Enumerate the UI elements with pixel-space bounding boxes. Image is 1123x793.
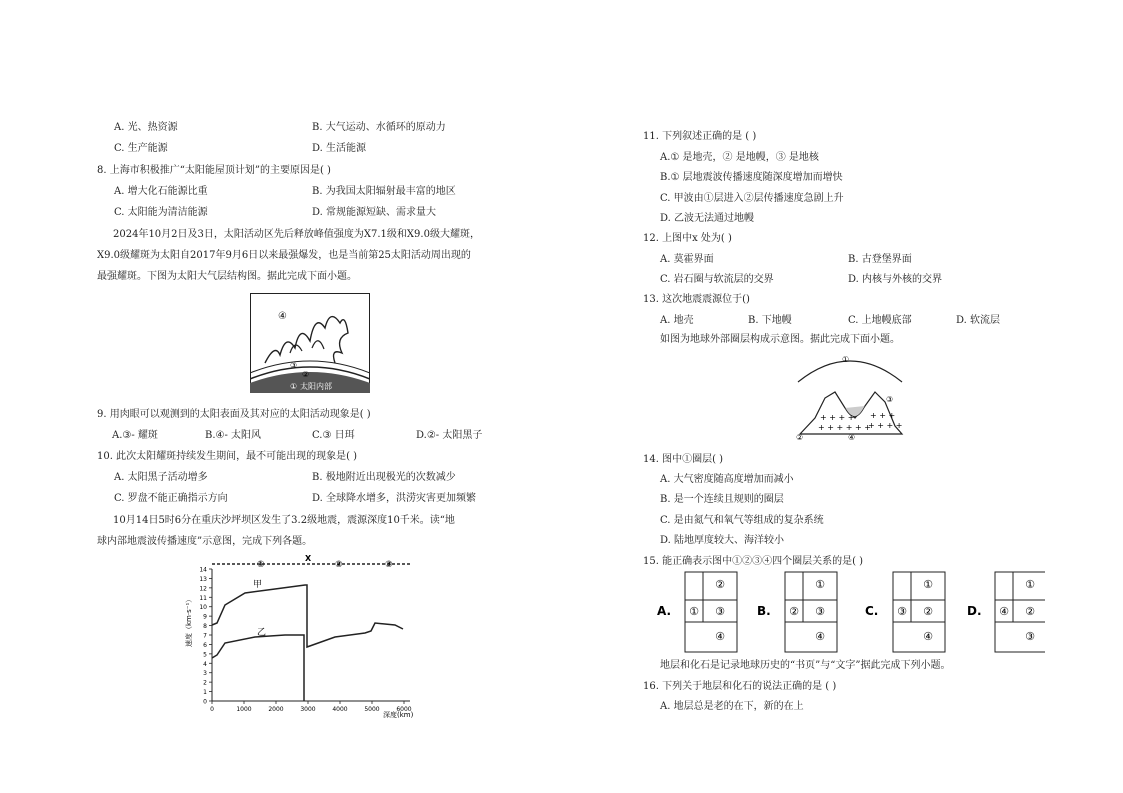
y-tick-label: 6 [203, 641, 207, 649]
q9-stem: 9. 用肉眼可以观测到的太阳表面及其对应的太阳活动现象是( ) [97, 409, 371, 420]
q15-top-label: ① [815, 578, 825, 591]
series-jia-label: 甲 [253, 580, 263, 590]
y-tick-label: 8 [203, 623, 207, 631]
q9-option-c: C.③ 日珥 [312, 430, 355, 441]
q15-side-label: ④ [999, 605, 1009, 618]
y-tick-label: 13 [199, 575, 207, 583]
q13-option-d: D. 软流层 [956, 315, 1001, 326]
sphere-label-2: ② [796, 433, 804, 442]
q9-option-a: A.③- 耀斑 [112, 430, 158, 441]
q11-option-b: B.① 层地震波传播速度随深度增加而增快 [660, 172, 843, 183]
svg-text:+ + + +: + + + + [820, 413, 855, 422]
q15-side-label: ② [789, 605, 799, 618]
q15-mid-label: ② [1025, 605, 1035, 618]
q7-option-b: B. 大气运动、水循环的原动力 [312, 122, 446, 133]
x-tick-label: 6000 [396, 706, 412, 713]
q14-option-b: B. 是一个连续且规则的圈层 [660, 494, 784, 505]
band-label-x: X [305, 555, 312, 563]
sun-label-1: ① [290, 382, 298, 391]
q8-stem: 8. 上海市积极推广“太阳能屋顶计划”的主要原因是( ) [97, 165, 331, 176]
q10-option-d: D. 全球降水增多，洪涝灾害更加频繁 [312, 493, 477, 504]
seismic-wave-chart [185, 555, 425, 720]
q10-option-b: B. 极地附近出现极光的次数减少 [312, 472, 456, 483]
q15-stem: 15. 能正确表示图中①②③④四个圈层关系的是( ) [643, 556, 864, 567]
band-label-1: ① [257, 560, 265, 570]
q11-stem: 11. 下列叙述正确的是 ( ) [643, 131, 757, 142]
y-tick-label: 2 [203, 679, 207, 687]
sun-label-4: ④ [278, 311, 287, 322]
x-axis-label: 深度(km) [383, 711, 414, 719]
q14-option-d: D. 陆地厚度较大、海洋较小 [660, 535, 785, 546]
sun-atmosphere-figure [250, 293, 370, 393]
series-yi-line [212, 635, 304, 701]
q8-option-c: C. 太阳能为清洁能源 [114, 207, 208, 218]
q15-side-label: ① [689, 605, 699, 618]
q10-option-c: C. 罗盘不能正确指示方向 [114, 493, 228, 504]
q15-mid-label: ② [923, 605, 933, 618]
q12-stem: 12. 上图中x 处为( ) [643, 233, 732, 244]
y-tick-label: 1 [203, 689, 207, 697]
passage-quake-line1: 10月14日5时6分在重庆沙坪坝区发生了3.2级地震，震源深度10千米。读“地 [113, 515, 455, 526]
q12-option-c: C. 岩石圈与软流层的交界 [660, 274, 774, 285]
q15-option-letter: B. [757, 604, 771, 618]
q13-option-a: A. 地壳 [660, 315, 694, 326]
sphere-label-1: ① [842, 355, 850, 364]
q15-option-letter: A. [657, 604, 672, 618]
y-tick-label: 12 [199, 585, 207, 593]
y-tick-label: 0 [203, 698, 207, 706]
sun-label-2: ② [302, 370, 310, 379]
y-tick-label: 14 [199, 566, 207, 574]
q15-top-label: ① [923, 578, 933, 591]
q11-option-d: D. 乙波无法通过地幔 [660, 213, 755, 224]
q13-stem: 13. 这次地震震源位于() [643, 294, 750, 305]
q15-option-c [865, 572, 945, 652]
q15-bottom-label: ④ [815, 630, 825, 643]
q13-option-b: B. 下地幔 [748, 315, 792, 326]
q8-option-b: B. 为我国太阳辐射最丰富的地区 [312, 186, 456, 197]
q15-bottom-label: ③ [1025, 630, 1035, 643]
series-yi-label: 乙 [257, 628, 267, 638]
sphere-label-4: ④ [848, 433, 856, 442]
q15-bottom-label: ④ [923, 630, 933, 643]
q8-option-a: A. 增大化石能源比重 [114, 186, 208, 197]
q12-option-d: D. 内核与外核的交界 [848, 274, 943, 285]
series-jia-line [212, 585, 403, 647]
q12-option-a: A. 莫霍界面 [660, 254, 714, 265]
q14-option-a: A. 大气密度随高度增加而减小 [660, 474, 794, 485]
x-tick-labels [210, 701, 412, 713]
q7-option-d: D. 生活能源 [312, 143, 367, 154]
sphere-label-3: ③ [886, 395, 894, 404]
q15-side-label: ③ [897, 605, 907, 618]
q15-mid-label: ③ [815, 605, 825, 618]
q15-top-label: ① [1025, 578, 1035, 591]
q9-option-b: B.④- 太阳风 [205, 430, 262, 441]
band-label-3: ③ [385, 560, 393, 570]
x-tick-label: 3000 [300, 706, 316, 713]
y-tick-label: 5 [203, 651, 207, 659]
x-tick-label: 2000 [268, 706, 284, 713]
passage-spheres: 如图为地球外部圈层构成示意图。据此完成下面小题。 [660, 334, 900, 345]
sun-core-label: 太阳内部 [300, 382, 332, 391]
q15-options-figure [655, 570, 1045, 655]
q7-option-c: C. 生产能源 [114, 143, 168, 154]
q8-option-d: D. 常规能源短缺、需求量大 [312, 207, 437, 218]
x-tick-label: 0 [210, 706, 214, 713]
q13-option-c: C. 上地幔底部 [848, 315, 912, 326]
q11-option-a: A.① 是地壳，② 是地幔，③ 是地核 [660, 152, 819, 163]
q11-option-c: C. 甲波由①层进入②层传播速度急剧上升 [660, 193, 844, 204]
y-tick-label: 4 [203, 660, 207, 668]
passage-strata: 地层和化石是记录地球历史的“书页”与“文字”据此完成下列小题。 [660, 660, 951, 671]
y-axis-label: 速度（km·s⁻¹） [185, 595, 193, 647]
x-tick-label: 5000 [364, 706, 380, 713]
sun-label-3: ③ [290, 361, 298, 370]
svg-text:+ + + + + +: + + + + + + [818, 423, 871, 432]
q15-mid-label: ③ [715, 605, 725, 618]
passage-flare-line1: 2024年10月2日及3日，太阳活动区先后释放峰值强度为X7.1级和X9.0级大耀斑， [113, 229, 480, 240]
svg-text:+ + + +: + + + + [868, 421, 903, 430]
q15-option-letter: C. [865, 604, 879, 618]
earth-spheres-figure [790, 348, 910, 444]
q7-option-a: A. 光、热资源 [114, 122, 178, 133]
q15-bottom-label: ④ [715, 630, 725, 643]
band-label-2: ② [335, 560, 343, 570]
passage-quake-line2: 球内部地震波传播速度”示意图，完成下列各题。 [97, 536, 313, 547]
y-tick-label: 7 [203, 632, 207, 640]
passage-flare-line2: X9.0级耀斑为太阳自2017年9月6日以来最强爆发，也是当前第25太阳活动周出现的 [97, 250, 471, 261]
q10-option-a: A. 太阳黑子活动增多 [114, 472, 208, 483]
y-tick-labels [199, 567, 212, 706]
q16-stem: 16. 下列关于地层和化石的说法正确的是 ( ) [643, 681, 837, 692]
svg-text:+ + +: + + + [870, 411, 896, 420]
y-tick-label: 11 [199, 594, 207, 602]
q12-option-b: B. 古登堡界面 [848, 254, 912, 265]
y-tick-label: 9 [203, 613, 207, 621]
y-tick-label: 3 [203, 670, 207, 678]
x-tick-label: 4000 [332, 706, 348, 713]
q10-stem: 10. 此次太阳耀斑持续发生期间，最不可能出现的现象是( ) [97, 451, 358, 462]
q14-option-c: C. 是由氮气和氧气等组成的复杂系统 [660, 515, 824, 526]
q16-option-a: A. 地层总是老的在下，新的在上 [660, 701, 804, 712]
passage-flare-line3: 最强耀斑。下图为太阳大气层结构图。据此完成下面小题。 [97, 271, 357, 282]
q15-option-b [757, 572, 837, 652]
q15-option-letter: D. [967, 604, 982, 618]
y-tick-label: 10 [199, 604, 207, 612]
q15-option-a [657, 572, 737, 652]
q15-top-label: ② [715, 578, 725, 591]
q14-stem: 14. 图中①圈层( ) [643, 454, 724, 465]
x-tick-label: 1000 [236, 706, 252, 713]
q9-option-d: D.②- 太阳黑子 [416, 430, 483, 441]
q15-option-d [967, 572, 1045, 652]
